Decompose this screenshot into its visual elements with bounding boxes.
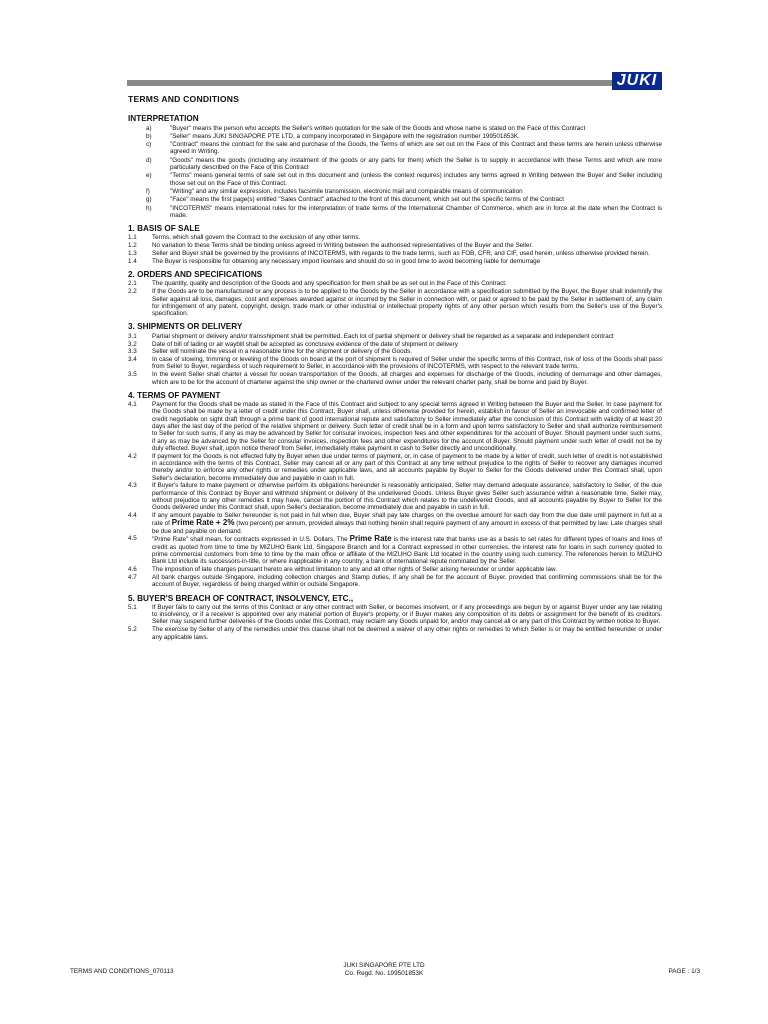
clause-number: 4.4 [128, 512, 137, 520]
definition-key: a) [146, 124, 152, 132]
clause [128, 626, 662, 641]
clause-text-pre: If any amount payable to Seller hereunder is not paid in full when due, Buyer shall pay late charges on the overdue amount for each day from the due date until payment in full at a rate of [152, 512, 662, 528]
clause [128, 288, 662, 317]
clause [128, 512, 662, 535]
juki-logo: JUKI [612, 72, 662, 90]
clause-text: Payment for the Goods shall be made as stated in the Face of this Contract and subject to any special terms agreed in Writing between the Buyer and the Seller. In case payment for the Goods shall be made by a letter of credit under this Contract, Buyer shall, unless otherwise provided for herein, establish in favour of Seller an irrevocable and confirmed letter of credit negotiable on sight draft through a prime bank of good international repute and satisfactory to Seller immediately after the conclusion of this Contract with validity of at least 20 days after the last day of the period of the relative shipment or delivery. Such letter of credit shall be in a form and upon terms satisfactory to Seller and shall authorize reimbursement to Seller for such sums, if any as may be advanced by Seller for consular invoices, inspection fees and other expenditures for the account of Buyer. Should payment under such sums, if any as may be advanced by the Seller for consular invoices, inspection fees and other expenditures for the account of Buyer. Should payment under such letter of credit not be by duly effected. Buyer shall, upon notice thereof from Seller, immediately make payment in cash to Seller directly and unconditionally. [152, 401, 662, 452]
clause [128, 566, 662, 573]
clause [128, 242, 662, 249]
clause [128, 401, 662, 452]
header-rule [127, 80, 612, 86]
clause [128, 482, 662, 511]
clause-number: 4.6 [128, 566, 137, 574]
clause [128, 453, 662, 482]
clause-text: Date of bill of lading or air waybill shall be accepted as conclusive evidence of the date of shipment or delivery [152, 340, 458, 348]
clause [128, 604, 662, 626]
definition-text: "INCOTERMS" means international rules for the interpretation of trade terms of the International Chamber of Commerce, which are in force at the date when the Contract is made. [170, 204, 662, 219]
clause-text-pre: "Prime Rate" shall mean, for contracts expressed in U.S. Dollars, The [152, 536, 350, 544]
definition-item [128, 196, 662, 203]
clause-text: Seller and Buyer shall be governed by the provisions of INCOTERMS, with regards to the trade terms, such as FOB, CFR, and CIF, used herein, unless otherwise provided herein. [152, 250, 650, 258]
clause-number: 1.4 [128, 257, 137, 265]
definition-text: "Face" means the first page(s) entitled "Sales Contract" attached to the front of this document, which set out the specific terms of the Contract [170, 196, 564, 204]
clause-number: 4.5 [128, 535, 137, 543]
clause-text: In the event Seller shall charter a vessel for ocean transportation of the Goods, all charges and expenses for discharge of the Goods, including of demurrage and other damages, which are to be for the account of charterer against the ship owner or the chartered owner under the relevant charter party, shall be borne and paid by Buyer. [152, 371, 662, 386]
clause-text: If Buyer fails to carry out the terms of this Contract or any other contract with Seller, or becomes insolvent, or if any proceedings are begun by or against Buyer under any law relating to insolvency, or if a receiver is appointed over any material portion of Buyer's property, or if Buyer makes any composition of its debts or assignment for the benefit of its creditors. Seller may suspend further deliveries of the Goods under this Contract, may reclaim any Goods unpaid for, and/or may cancel all or any part of this Contract by written notice to Buyer. [152, 603, 662, 626]
clause-number: 3.5 [128, 371, 137, 379]
interpretation-heading: INTERPRETATION [128, 114, 199, 124]
footer-company [0, 962, 768, 977]
sections [128, 225, 662, 641]
clause [128, 574, 662, 589]
section-heading: 3. SHIPMENTS OR DELIVERY [128, 322, 243, 332]
clause-text: Seller will nominate the vessel in a reasonable time for the shipment or delivery of the Goods. [152, 348, 413, 356]
clause-text: The Buyer is responsible for obtaining any necessary import licenses and should do so in good time to avoid becoming liable for demurrage [152, 257, 541, 265]
clause-number: 4.1 [128, 401, 137, 409]
clause-emphasis: Prime Rate + 2% [171, 518, 235, 528]
definition-key: d) [146, 156, 152, 164]
definitions-list [128, 125, 662, 220]
definition-item [128, 133, 662, 140]
clause-text: If Buyer's failure to make payment or otherwise perform its obligations hereunder is reasonably anticipated, Seller may demand adequate assurance, satisfactory to Seller, of the due performance of this Contract by Buyer and withhold shipment or delivery of the undelivered Goods. Unless Buyer gives Seller such assurance within a reasonable time, Seller may, without prejudice to any other remedies it may have, cancel the portion of this Contract which relates to the undelivered Goods, and all accounts payable by Buyer to Seller for the Goods delivered under this Contract shall, upon Seller's declaration, become immediately due and payable in cash in full. [152, 482, 662, 512]
clause-number: 3.2 [128, 340, 137, 348]
clause-number: 3.1 [128, 332, 137, 340]
clause [128, 341, 662, 348]
clause-number: 3.4 [128, 356, 137, 364]
definition-text: "Terms" means general terms of sale set out in this document and (unless the context requires) includes any terms agreed in Writing between the Buyer and Seller including those set out on the Face of this Contract. [170, 172, 662, 187]
clause [128, 356, 662, 371]
definition-item [128, 172, 662, 187]
definition-key: g) [146, 196, 152, 204]
section [128, 271, 662, 317]
definition-text: "Goods" means the goods (including any instalment of the goods or any parts for them) which the Seller is to supply in accordance with these Terms and which are more particularly described on the Face of this Contract [170, 156, 662, 172]
clause-number: 1.3 [128, 250, 137, 258]
document-title: TERMS AND CONDITIONS [128, 94, 240, 104]
definition-key: f) [146, 187, 150, 195]
definition-item [128, 125, 662, 132]
section [128, 595, 662, 641]
section [128, 225, 662, 265]
definition-key: h) [146, 204, 152, 212]
section [128, 323, 662, 385]
definition-key: e) [146, 172, 152, 180]
section-heading: 4. TERMS OF PAYMENT [128, 390, 221, 400]
definition-item [128, 141, 662, 156]
clause-text: Partial shipment or delivery and/or transshipment shall be permitted. Each lot of partial shipment or delivery shall be regarded as a separate and independent contract [152, 332, 614, 340]
definition-text: "Seller" means JUKI SINGAPORE PTE LTD, a company incorporated in Singapore with the registration number 199501853K. [170, 132, 520, 140]
document-body [128, 96, 662, 641]
clause-text [152, 535, 662, 565]
section-heading: 1. BASIS OF SALE [128, 224, 200, 234]
clause-text: If the Goods are to be manufactured or any process is to be applied to the Goods by the Seller in accordance with a specification submitted by the Buyer, the Buyer shall indemnify the Seller against all loss, damages, cost and expenses awarded against or incurred by the Seller in connection with, or paid or agreed to be paid by the Seller in settlement of, any claim for infringement of any patent, copyright, design, trade mark or other industrial or intellectual property rights of any other person which results from the Seller's use of the Buyer's specification. [152, 288, 662, 318]
clause-number: 4.2 [128, 452, 137, 460]
clause [128, 234, 662, 241]
definition-text: "Buyer" means the person who accepts the Seller's written quotation for the sale of the Goods and whose name is stated on the Face of this Contract [170, 124, 586, 132]
clause-number: 4.3 [128, 482, 137, 490]
definition-text: "Writing" and any similar expression, includes facsimile transmission, electronic mail and comparable means of communication [170, 187, 523, 195]
definition-key: c) [146, 141, 152, 149]
footer-registration: Co. Regd. No. 199501853K [344, 969, 424, 977]
definition-key: b) [146, 132, 152, 140]
definition-item [128, 188, 662, 195]
footer-doc-ref: TERMS AND CONDITIONS_070113 [70, 968, 174, 975]
definition-item [128, 157, 662, 172]
clause-text: Terms, which shall govern the Contract to the exclusion of any other terms. [152, 234, 361, 242]
clause [128, 348, 662, 355]
footer-company-name: JUKI SINGAPORE PTE LTD [343, 962, 425, 969]
clause-text: The exercise by Seller of any of the remedies under this clause shall not be deemed a waiver of any other rights or remedies to which Seller is or may be entitled hereunder or under any applicable laws. [152, 626, 662, 641]
clause-number: 1.2 [128, 242, 137, 250]
clause [128, 258, 662, 265]
clause-text-post: is the interest rate that banks use as a basis to set rates for different types of loans and lines of credit as quoted from time to time by MIZUHO Bank Ltd, Singapore Branch and for a Contract expressed in other currencies, the interest rate for loans in such currency quoted to prime commercial customers from time to time by the main office or affiliate of the MIZUHO Bank Ltd located in the country using such currency. The references herein to MIZUHO Bank Ltd include its successors-in-title, or where inapplicable in any country, a bank of international repute nominated by the Seller. [152, 536, 662, 566]
clause-number: 5.2 [128, 626, 137, 634]
clause [128, 280, 662, 287]
footer-page-number: PAGE : 1/3 [668, 968, 700, 975]
clause-text: No variation to these Terms shall be binding unless agreed in Writing between the authorised representatives of the Buyer and the Seller. [152, 242, 533, 250]
section-heading: 5. BUYER'S BREACH OF CONTRACT, INSOLVENCY, ETC., [128, 593, 354, 603]
definition-text: "Contract" means the contract for the sale and purchase of the Goods, the Terms of which are set out on the Face of this Contract and these terms are herein unless otherwise agreed in Writing. [170, 141, 662, 156]
clause-text: All bank charges outside Singapore, including collection charges and Stamp duties, if any shall be for the account of Buyer, provided that confirming commissions shall be for the account of Buyer, regardless of being charged within or outside Singapore. [152, 573, 662, 589]
clause-number: 2.2 [128, 288, 137, 296]
section-heading: 2. ORDERS AND SPECIFICATIONS [128, 270, 263, 280]
clause-text [152, 512, 662, 535]
clause-number: 3.3 [128, 348, 137, 356]
clause [128, 333, 662, 340]
clause-text: The quantity, quality and description of the Goods and any specification for them shall be as set out in the Face of this Contract. [152, 280, 507, 288]
clause-text: The imposition of late charges pursuant hereto are without limitation to any and all other rights of Seller arising hereunder or under applicable law. [152, 566, 557, 574]
clause [128, 250, 662, 257]
clause-emphasis: Prime Rate [349, 534, 392, 544]
clause-number: 1.1 [128, 234, 137, 242]
clause [128, 371, 662, 386]
clause [128, 535, 662, 565]
clause-text: In case of stowing, trimming or leveling of the Goods on board at the port of shipment is required of Seller under the specific terms of this Contract, risk of loss of the Goods shall pass from Seller to Buyer, regardless of such requirement to Seller, in accordance with the provisions of INCOTERMS, with respect to the relevant trade terms. [152, 356, 662, 371]
clause-text-post: (two percent) per annum, provided always that nothing herein shall require payment of any amount in excess of that permitted by law. Late charges shall be due and payable on demand. [152, 520, 663, 535]
clause-text: If payment for the Goods is not effected fully by Buyer when due under terms of payment, or, in case of payment to be made by a letter of credit, such letter of credit is not established in accordance with the terms of this Contract, Seller may cancel all or any part of this Contract at any time without prejudice to the rights of Seller to recover any damages incurred thereby and/or to enforce any other rights or remedies under applicable laws, and all accounts payable by Buyer to Seller for the Goods delivered under this Contract shall, upon Seller's declaration, become immediately due and payable in cash in full. [152, 452, 662, 482]
clause-number: 5.1 [128, 603, 137, 611]
clause-number: 4.7 [128, 573, 137, 581]
section [128, 392, 662, 589]
clause-number: 2.1 [128, 280, 137, 288]
definition-item [128, 205, 662, 220]
